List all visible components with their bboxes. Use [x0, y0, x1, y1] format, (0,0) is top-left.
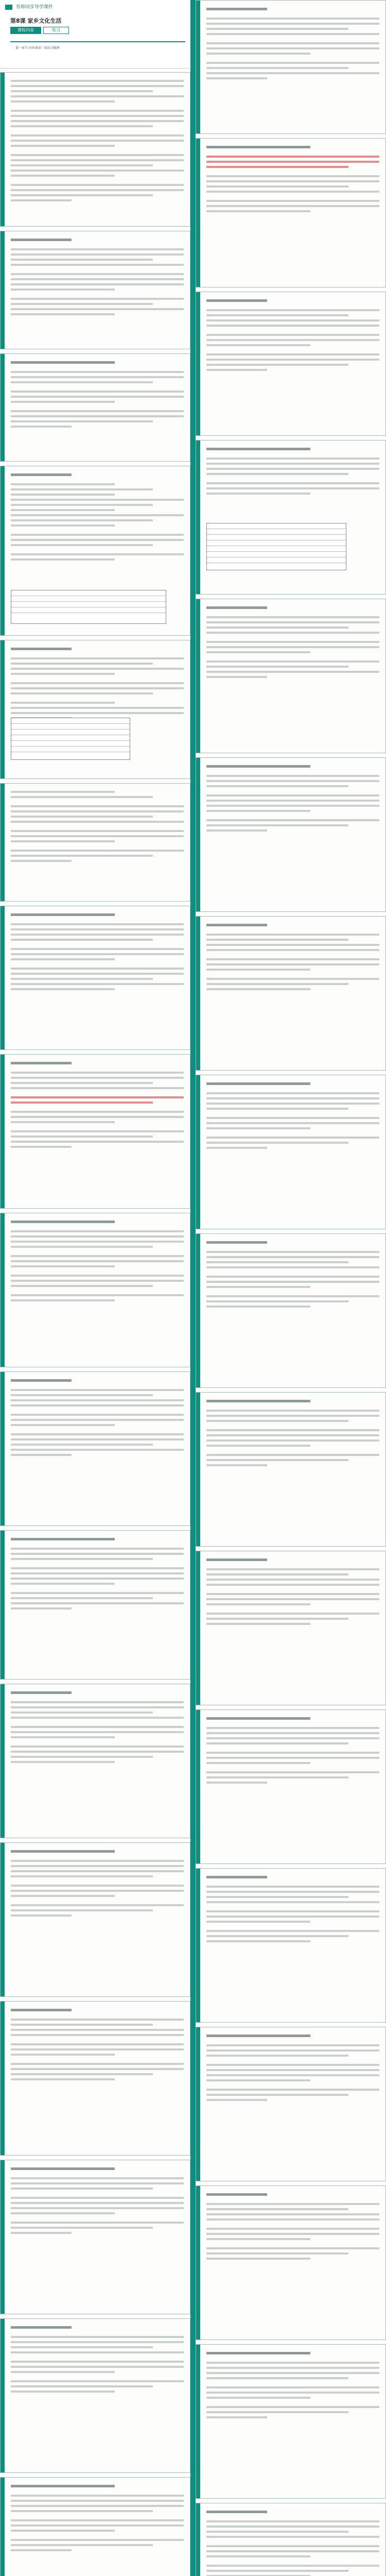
left-page-3 [0, 353, 190, 462]
right-table-1 [206, 523, 346, 570]
left-page-9 [0, 1213, 190, 1367]
right-page-10 [196, 1392, 386, 1547]
left-page-10 [0, 1371, 190, 1526]
header-divider [10, 41, 185, 42]
left-page-11 [0, 1530, 190, 1680]
right-page-11 [196, 1551, 386, 1705]
left-page-8 [0, 1054, 190, 1209]
right-page-5 [196, 599, 386, 753]
tab-course[interactable]: 课程内容 [10, 27, 41, 34]
right-page-8 [196, 1075, 386, 1229]
tab-practice[interactable]: 练习 [43, 27, 69, 34]
right-page-15 [196, 2185, 386, 2340]
left-table-1 [11, 590, 166, 624]
left-page-13 [0, 1842, 190, 1997]
right-page-16 [196, 2344, 386, 2499]
right-page-6 [196, 757, 386, 912]
brand-text: 名师同步导学课件 [15, 5, 53, 10]
right-page-7 [196, 916, 386, 1071]
left-page-6 [0, 783, 190, 902]
right-page-13 [196, 1868, 386, 2023]
left-table-2 [11, 718, 130, 760]
center-gutter [190, 0, 196, 2576]
left-column [0, 0, 190, 2576]
right-page-17 [196, 2503, 386, 2576]
right-column [196, 0, 386, 2576]
left-page-17 [0, 2477, 190, 2576]
right-page-1 [196, 0, 386, 134]
left-page-5 [0, 640, 190, 779]
left-page-15 [0, 2160, 190, 2314]
left-page-16 [0, 2318, 190, 2473]
left-page-4 [0, 466, 190, 636]
right-page-14 [196, 2027, 386, 2181]
page-title: 第8课 家乡文化生活 [10, 18, 62, 24]
right-page-2 [196, 138, 386, 287]
brand-logo-icon [5, 5, 12, 10]
left-page-12 [0, 1684, 190, 1838]
header-subtitle: 第一章节 内容导读 · 知识点梳理 [15, 46, 60, 50]
right-page-12 [196, 1709, 386, 1864]
left-page-7 [0, 906, 190, 1050]
right-page-9 [196, 1233, 386, 1388]
left-page-2 [0, 231, 190, 349]
document-header [0, 0, 190, 69]
left-page-1 [0, 72, 190, 227]
right-page-3 [196, 292, 386, 436]
brand [5, 3, 53, 10]
left-page-14 [0, 2001, 190, 2156]
right-page-4 [196, 440, 386, 595]
